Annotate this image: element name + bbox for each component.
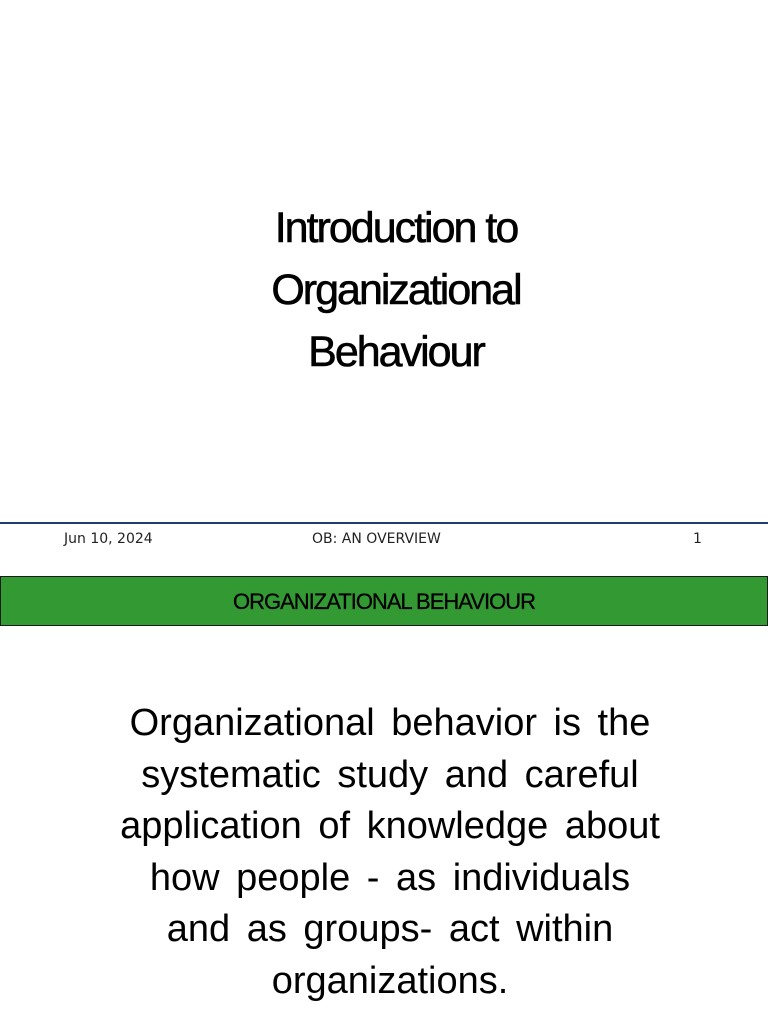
definition-line-4: how people - as individuals: [149, 856, 631, 899]
footer-divider: [0, 522, 768, 524]
definition-line-5: and as groups- act within: [166, 908, 614, 950]
slide-title-line-3: Behaviour: [308, 328, 484, 376]
definition-line-1: Organizational behavior is the: [129, 702, 651, 744]
content-slide: [0, 576, 768, 1024]
definition-line-3: application of knowledge about: [120, 805, 660, 847]
footer-date: Jun 10, 2024: [64, 531, 153, 547]
footer-title: OB: AN OVERVIEW: [312, 531, 441, 547]
slide-title: [0, 197, 768, 383]
definition-line-6: organizations.: [271, 959, 509, 1002]
slide-title-line-1: Introduction to: [274, 204, 518, 252]
slide-title-line-2: Organizational: [271, 266, 521, 314]
section-banner-title: ORGANIZATIONAL BEHAVIOUR: [233, 589, 535, 614]
definition-text: [74, 698, 706, 1007]
definition-line-2: systematic study and careful: [141, 753, 639, 796]
footer-page-number: 1: [693, 531, 702, 547]
